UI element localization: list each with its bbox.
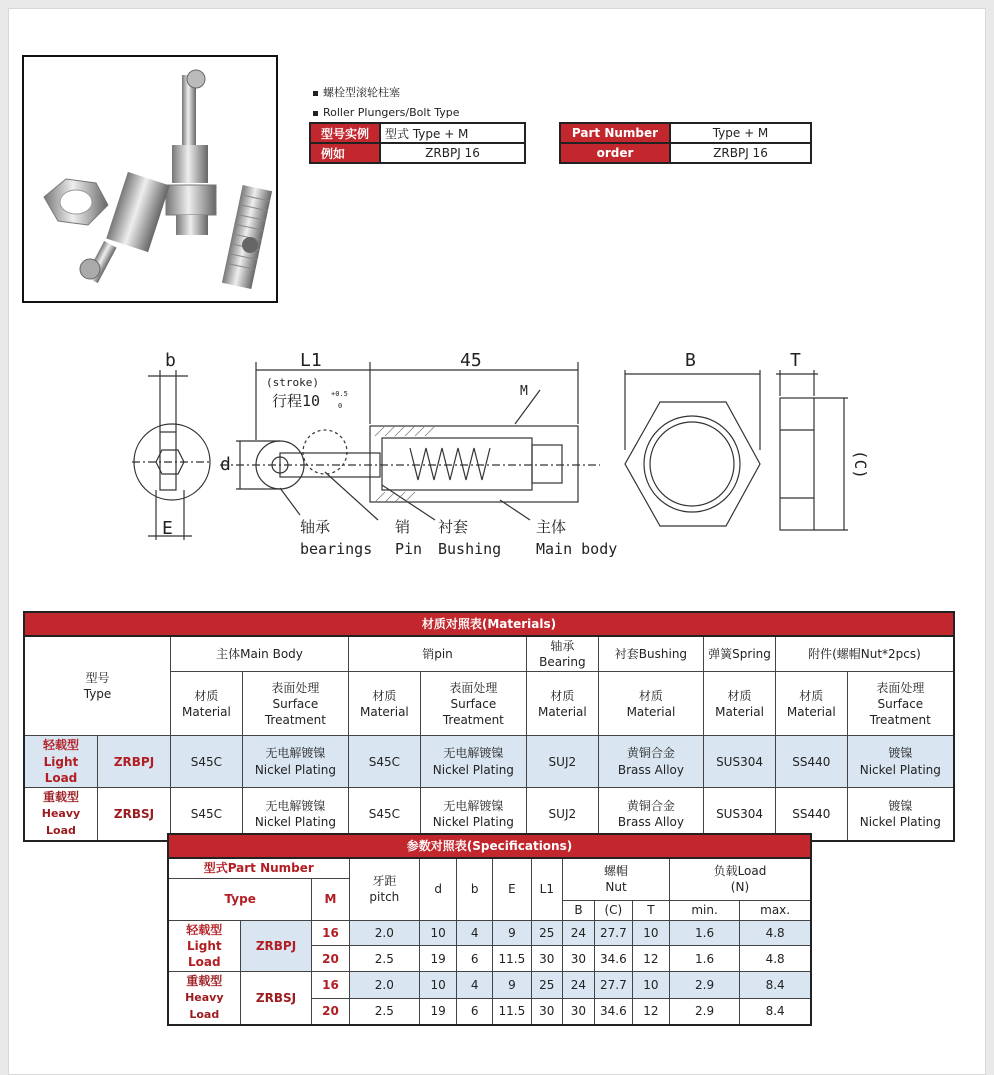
group-bushing: 衬套Bushing xyxy=(598,636,703,672)
load-cn: 重载型 xyxy=(42,789,79,804)
group-pin: 销pin xyxy=(349,636,527,672)
cell-en: Nickel Plating xyxy=(432,762,514,777)
l1-cell: 30 xyxy=(531,998,563,1025)
title-cn-text: 螺栓型滚轮柱塞 xyxy=(323,86,400,99)
cell: S45C xyxy=(349,736,421,788)
load-type xyxy=(168,920,240,972)
load-en: Heavy Load xyxy=(185,991,224,1022)
b-cell: 6 xyxy=(457,998,493,1025)
m-header: M xyxy=(312,878,349,920)
material-cn: 材质 xyxy=(372,688,397,703)
material-header xyxy=(526,672,598,736)
nut-header xyxy=(563,858,670,900)
d-cell: 19 xyxy=(420,946,457,972)
pitch-en: pitch xyxy=(369,890,400,905)
cell: S45C xyxy=(349,787,421,840)
m-cell: 20 xyxy=(312,946,349,972)
code-value: 型式 Type + M xyxy=(380,123,525,143)
e-cell: 11.5 xyxy=(493,998,531,1025)
bushing-en: Bushing xyxy=(438,540,502,558)
surface-header xyxy=(420,672,526,736)
c-cell: 34.6 xyxy=(594,998,632,1025)
c-cell: 27.7 xyxy=(594,972,632,999)
order-value: ZRBPJ 16 xyxy=(670,143,811,163)
pitch-cn: 牙距 xyxy=(372,874,397,889)
dim-M: M xyxy=(520,384,528,399)
group-main-body: 主体Main Body xyxy=(171,636,349,672)
b-cell: 6 xyxy=(457,946,493,972)
nut-en: Nut xyxy=(605,880,627,895)
surface-en2: Treatment xyxy=(442,712,504,727)
body-en: Main body xyxy=(536,540,618,558)
bearing-cn: 轴承 xyxy=(300,518,331,536)
surface-en1: Surface xyxy=(272,696,319,711)
cell-cn: 无电解镀镍 xyxy=(443,798,504,813)
cell-cn: 镀镍 xyxy=(888,798,913,813)
cell-cn: 无电解镀镍 xyxy=(265,798,326,813)
nut-b-header: B xyxy=(563,900,595,920)
d-cell: 10 xyxy=(420,972,457,999)
d-header: d xyxy=(420,858,457,920)
min-header: min. xyxy=(669,900,739,920)
material-cn: 材质 xyxy=(550,688,575,703)
type-code: ZRBPJ xyxy=(97,736,170,788)
b-cell: 30 xyxy=(563,998,595,1025)
material-en: Material xyxy=(537,704,587,719)
load-header xyxy=(669,858,811,900)
min-cell: 1.6 xyxy=(669,946,739,972)
c-cell: 27.7 xyxy=(594,920,632,946)
material-en: Material xyxy=(786,704,836,719)
pitch-cell: 2.0 xyxy=(349,972,420,999)
material-header xyxy=(704,672,776,736)
d-cell: 19 xyxy=(420,998,457,1025)
surface-header xyxy=(242,672,348,736)
l1-cell: 25 xyxy=(531,920,563,946)
cell-cn: 无电解镀镍 xyxy=(265,746,326,761)
materials-title: 材质对照表(Materials) xyxy=(24,612,954,636)
l1-cell: 25 xyxy=(531,972,563,999)
title-en xyxy=(313,106,460,119)
cell-en: Nickel Plating xyxy=(254,814,336,829)
max-cell: 8.4 xyxy=(740,972,811,999)
t-cell: 12 xyxy=(632,998,669,1025)
cell: SUS304 xyxy=(704,787,776,840)
surface-cn: 表面处理 xyxy=(876,680,925,695)
cell xyxy=(847,736,954,788)
table-row xyxy=(24,736,954,788)
l1-cell: 30 xyxy=(531,946,563,972)
part-number-value: Type + M xyxy=(670,123,811,143)
e-cell: 9 xyxy=(493,920,531,946)
table-row xyxy=(168,920,811,946)
pitch-header xyxy=(349,858,420,920)
load-type xyxy=(24,736,97,788)
b-cell: 30 xyxy=(563,946,595,972)
min-cell: 2.9 xyxy=(669,998,739,1025)
m-cell: 20 xyxy=(312,998,349,1025)
cell-cn: 黄铜合金 xyxy=(626,746,675,761)
bearing-en: bearings xyxy=(300,540,373,558)
dim-b: b xyxy=(165,350,176,371)
type-header: Type xyxy=(168,878,312,920)
surface-en1: Surface xyxy=(877,696,924,711)
max-cell: 4.8 xyxy=(740,946,811,972)
pitch-cell: 2.5 xyxy=(349,946,420,972)
dim-E: E xyxy=(162,518,173,539)
cell-cn: 黄铜合金 xyxy=(626,798,675,813)
load-cn: 轻载型 xyxy=(186,922,223,937)
cell-cn: 无电解镀镍 xyxy=(443,746,504,761)
specs-body xyxy=(168,920,811,1025)
example-value: ZRBPJ 16 xyxy=(380,143,525,163)
material-en: Material xyxy=(626,704,676,719)
load-cn: 负载Load xyxy=(713,864,767,879)
cell-en: Brass Alloy xyxy=(617,814,685,829)
c-cell: 34.6 xyxy=(594,946,632,972)
bullet-icon xyxy=(313,91,318,96)
part-number-header: 型式Part Number xyxy=(168,858,349,878)
b-cell: 4 xyxy=(457,972,493,999)
type-en: Type xyxy=(83,687,112,702)
cell-en: Nickel Plating xyxy=(432,814,514,829)
bushing-cn: 衬套 xyxy=(438,518,469,536)
type-cn: 型号 xyxy=(85,671,110,685)
e-cell: 11.5 xyxy=(493,946,531,972)
type-code: ZRBSJ xyxy=(240,972,312,1025)
b-cell: 4 xyxy=(457,920,493,946)
example-label: 例如 xyxy=(310,143,380,163)
type-code: ZRBPJ xyxy=(240,920,312,972)
cell-en: Nickel Plating xyxy=(859,762,941,777)
part-code-table-en xyxy=(559,122,812,164)
cell: S45C xyxy=(171,787,243,840)
group-bearing: 轴承Bearing xyxy=(526,636,598,672)
specs-title: 参数对照表(Specifications) xyxy=(168,834,811,858)
pitch-cell: 2.5 xyxy=(349,998,420,1025)
material-header xyxy=(775,672,847,736)
cell: SUJ2 xyxy=(526,787,598,840)
material-en: Material xyxy=(360,704,409,719)
load-type xyxy=(24,787,97,840)
roller-plunger-photo xyxy=(24,57,276,301)
dim-B: B xyxy=(685,350,696,371)
table-row xyxy=(168,972,811,999)
l1-header: L1 xyxy=(531,858,563,920)
cell xyxy=(420,736,526,788)
t-cell: 10 xyxy=(632,972,669,999)
material-cn: 材质 xyxy=(638,688,663,703)
pitch-cell: 2.0 xyxy=(349,920,420,946)
tol-up: +0.5 xyxy=(331,390,348,398)
material-header xyxy=(171,672,243,736)
pin-cn: 销 xyxy=(395,518,411,536)
surface-header xyxy=(847,672,954,736)
tol-low: 0 xyxy=(338,402,343,410)
b-cell: 24 xyxy=(563,972,595,999)
t-cell: 10 xyxy=(632,920,669,946)
cell: SUJ2 xyxy=(526,736,598,788)
cell: SS440 xyxy=(775,736,847,788)
code-label: 型号实例 xyxy=(310,123,380,143)
e-cell: 9 xyxy=(493,972,531,999)
load-type xyxy=(168,972,240,1025)
surface-en2: Treatment xyxy=(869,712,931,727)
material-cn: 材质 xyxy=(799,688,824,703)
cell-en: Nickel Plating xyxy=(859,814,941,829)
pin-en: Pin xyxy=(395,540,423,558)
dim-d: d xyxy=(220,454,231,475)
cell: S45C xyxy=(171,736,243,788)
order-label: order xyxy=(560,143,670,163)
nut-t-header: T xyxy=(632,900,669,920)
part-number-label: Part Number xyxy=(560,123,670,143)
m-cell: 16 xyxy=(312,972,349,999)
max-header: max. xyxy=(740,900,811,920)
dim-45: 45 xyxy=(460,350,482,371)
nut-c-header: (C) xyxy=(594,900,632,920)
body-cn: 主体 xyxy=(536,518,567,536)
type-code: ZRBSJ xyxy=(97,787,170,840)
cell xyxy=(242,736,348,788)
surface-cn: 表面处理 xyxy=(271,680,320,695)
load-en: Light Load xyxy=(186,938,222,969)
group-spring: 弹簧Spring xyxy=(704,636,776,672)
e-header: E xyxy=(493,858,531,920)
cell xyxy=(598,736,703,788)
material-cn: 材质 xyxy=(727,688,752,703)
product-photo xyxy=(22,55,278,303)
specs-table xyxy=(167,833,812,1026)
material-cn: 材质 xyxy=(194,688,219,703)
dim-C: (C) xyxy=(851,450,870,479)
group-nut: 附件(螺帽Nut*2pcs) xyxy=(775,636,954,672)
cell-cn: 镀镍 xyxy=(888,746,913,761)
cell xyxy=(847,787,954,840)
dim-l1: L1 xyxy=(300,350,322,371)
load-unit: (N) xyxy=(730,880,750,895)
stroke-label: (stroke) xyxy=(266,376,319,389)
material-header xyxy=(349,672,421,736)
b-header: b xyxy=(457,858,493,920)
title-cn xyxy=(313,84,400,100)
surface-en2: Treatment xyxy=(264,712,326,727)
technical-drawing xyxy=(120,340,880,570)
material-en: Material xyxy=(715,704,764,719)
dim-T: T xyxy=(790,350,801,371)
max-cell: 8.4 xyxy=(740,998,811,1025)
max-cell: 4.8 xyxy=(740,920,811,946)
load-en: Light Load xyxy=(43,754,79,785)
material-header xyxy=(598,672,703,736)
load-cn: 轻载型 xyxy=(42,738,79,753)
title-en-text: Roller Plungers/Bolt Type xyxy=(323,106,460,119)
b-cell: 24 xyxy=(563,920,595,946)
cell-en: Nickel Plating xyxy=(254,762,336,777)
surface-en1: Surface xyxy=(450,696,497,711)
load-en: Heavy Load xyxy=(41,807,81,837)
part-code-table-cn xyxy=(309,122,526,164)
cell-en: Brass Alloy xyxy=(617,762,685,777)
cell: SS440 xyxy=(775,787,847,840)
stroke-cn-label: 行程10 xyxy=(272,392,321,410)
nut-cn: 螺帽 xyxy=(604,864,629,879)
min-cell: 1.6 xyxy=(669,920,739,946)
load-cn: 重载型 xyxy=(186,974,223,989)
m-cell: 16 xyxy=(312,920,349,946)
t-cell: 12 xyxy=(632,946,669,972)
type-header xyxy=(24,636,171,736)
min-cell: 2.9 xyxy=(669,972,739,999)
surface-cn: 表面处理 xyxy=(449,680,498,695)
d-cell: 10 xyxy=(420,920,457,946)
cell: SUS304 xyxy=(704,736,776,788)
material-en: Material xyxy=(182,704,231,719)
bullet-icon xyxy=(313,111,318,116)
materials-table xyxy=(23,611,955,842)
